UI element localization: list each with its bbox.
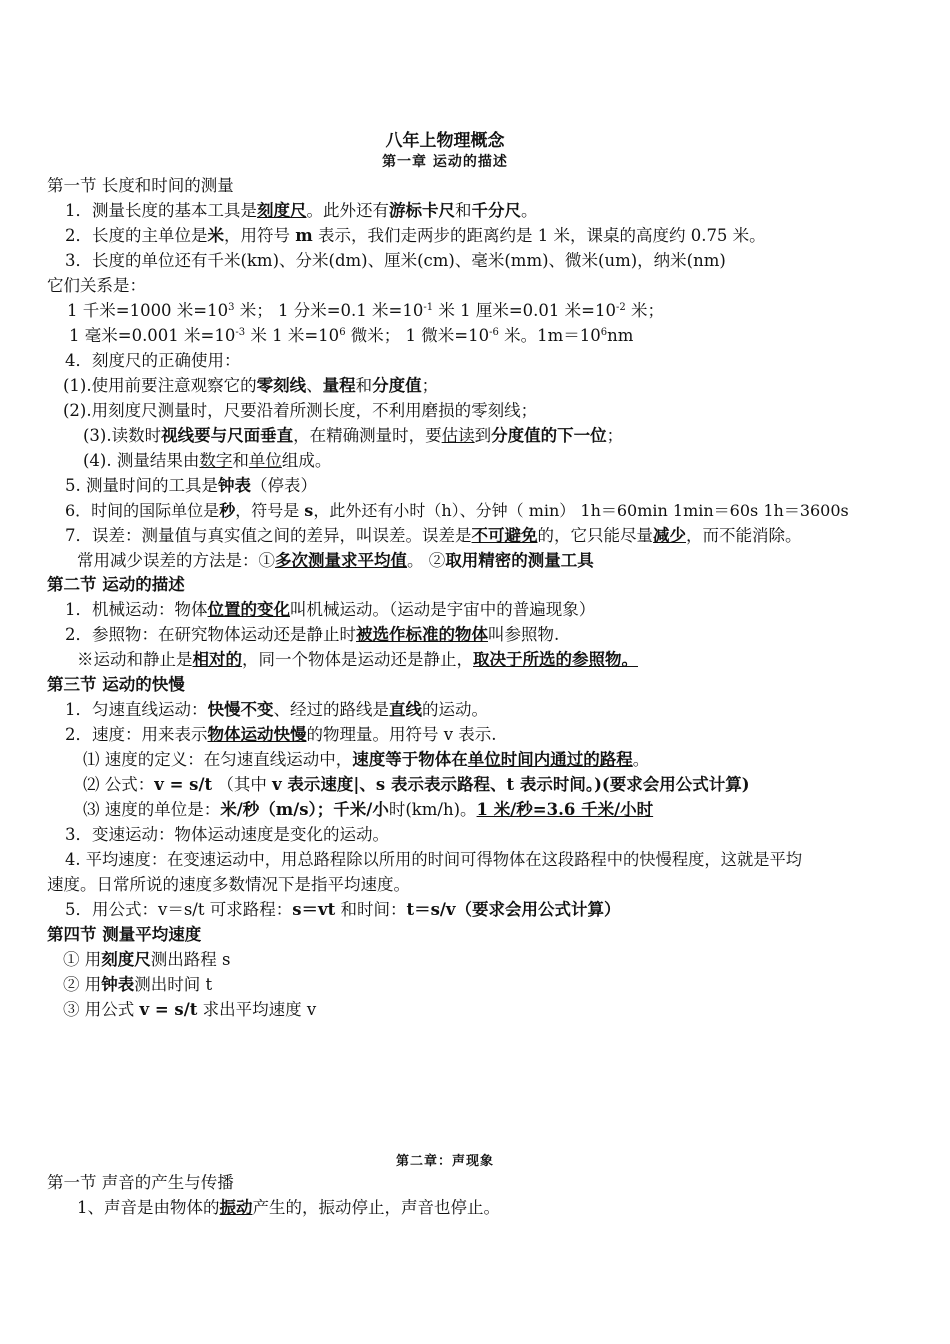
section-3-heading: 第三节 运动的快慢 [47,675,185,694]
text: 叫机械运动。（运动是宇宙中的普遍现象） [290,600,596,619]
speed-units [83,798,653,822]
s3-line-1 [65,698,488,722]
key-term: 米 [207,226,224,245]
text: ，在精确测量时，要 [293,426,442,445]
text: 叫参照物. [488,625,560,644]
s1-line-2 [65,224,766,248]
text: ⑵ 公式： [83,775,155,794]
s2-line-2 [65,623,559,647]
text: ③ 用公式 [63,1000,140,1019]
text: 的，它只能尽量 [537,526,653,545]
formula: v = s/t [139,1000,198,1019]
unit-relations-2 [69,324,633,348]
text: 、经过的路线是 [273,700,389,719]
s2-line-1 [65,598,595,622]
speed-formula [83,773,750,797]
s3-line-4: 4. 平均速度：在变速运动中，用总路程除以所用的时间可得物体在这段路程中的快慢程度，这就是平均 [65,850,803,869]
text: ⑴ 速度的定义：在匀速直线运动中， [83,750,353,769]
text: 7．误差：测量值与真实值之间的差异，叫误差。误差是 [65,526,472,545]
text: ，而不能消除。 [686,526,802,545]
text: ，符号是 [235,501,305,520]
text: 1 毫米=0.001 米=10 [69,326,236,345]
key-term: 米/秒（m/s）；千米/小 [220,800,389,819]
text: 5. 测量时间的工具是 [65,476,218,495]
text: 米； 1 分米=0.1 米=10 [234,301,424,320]
s1-line-6 [65,474,317,498]
text: (4). 测量结果由 [83,451,200,470]
text: ① 用 [63,950,102,969]
key-term: 量程 [322,376,356,395]
text: nm [607,326,634,345]
text: ； [606,426,624,445]
key-term: 游标卡尺 [389,201,455,220]
text: ，同一个物体是运动还是静止， [242,650,473,669]
text: 1 千米=1000 米=10 [67,301,229,320]
text: 的运动。 [422,700,488,719]
ruler-point-3 [83,424,623,448]
key-term: 取用精密的测量工具 [445,551,594,570]
chapter-2-section-1-heading: 第一节 声音的产生与传播 [47,1173,234,1192]
exponent: -6 [489,327,499,338]
text: 测出时间 t [134,975,213,994]
s3-line-6 [65,898,621,922]
exponent: 6 [600,327,608,338]
key-term: 数字 [199,451,233,470]
exponent: -2 [616,302,626,313]
text: 到 [474,426,492,445]
ruler-point-4 [83,449,331,473]
exponent: -1 [423,302,434,313]
text: 组成。 [281,451,332,470]
text: (3).读数时 [83,426,162,445]
s1-line-4: 它们关系是： [47,276,146,295]
text: 求出平均速度 v [197,1000,317,1019]
text: ⑶ 速度的单位是： [83,800,221,819]
key-term: 单位时间内通过的路程 [467,750,633,769]
text: 1．测量长度的基本工具是 [65,201,257,220]
text: 的物理量。用符号 v 表示. [306,725,497,744]
text: 1．机械运动：物体 [65,600,208,619]
s1-line-3: 3．长度的单位还有千米(km)、分米(dm)、厘米(cm)、毫米(mm)、微米(um)，纳米(nm) [65,251,726,270]
text: 2．长度的主单位是 [65,226,208,245]
key-term: 被选作标准的物体 [356,625,488,644]
text: 米 1 厘米=0.01 米=10 [433,301,616,320]
key-term: 分度值的下一位 [491,426,607,445]
s3-line-5: 速度。日常所说的速度多数情况下是指平均速度。 [47,875,410,894]
s1-line-1 [65,199,538,223]
formula: v = s/t [154,775,213,794]
s1-line-5: 4．刻度尺的正确使用： [65,351,241,370]
key-term: 振动 [219,1198,253,1217]
key-term: 不可避免 [471,526,538,545]
text: 2．参照物：在研究物体运动还是静止时 [65,625,356,644]
text: 和 [455,201,472,220]
text: ② 用 [63,975,102,994]
text: 和 [232,451,249,470]
step-1 [63,948,230,972]
exponent: 3 [228,302,235,313]
speed-definition [83,748,649,772]
key-term: 零刻线 [256,376,307,395]
text: （其中 [212,775,273,794]
unit-relations-1 [67,299,664,323]
text: 和时间： [335,900,407,919]
text: ，用符号 [224,226,296,245]
ruler-point-1 [63,374,438,398]
formula: t＝s/v（要求会用公式计算） [406,900,621,919]
s1-line-9 [77,549,594,573]
chapter-1-title: 第一章 运动的描述 [382,154,508,170]
key-term: 直线 [389,700,422,719]
key-term: 减少 [653,526,686,545]
text: 微米； 1 微米=10 [345,326,490,345]
text: 时(km/h)。 [388,800,477,819]
text: 。此外还有 [306,201,389,220]
text: 。 [521,201,538,220]
document-title: 八年上物理概念 [385,131,505,151]
text: 测出路程 s [150,950,231,969]
text: 6．时间的国际单位是 [65,501,220,520]
key-term: 分度值 [372,376,422,395]
key-term: 快慢不变 [207,700,274,719]
section-1-heading: 第一节 长度和时间的测量 [47,176,234,195]
section-2-heading: 第二节 运动的描述 [47,575,185,594]
key-term: 刻度尺 [101,950,151,969]
key-term: 多次测量求平均值 [275,551,407,570]
text: 5．用公式：v＝s/t 可求路程： [65,900,293,919]
text: 表示，我们走两步的距离约是 1 米，课桌的高度约 0.75 米。 [312,226,766,245]
text: 1．匀速直线运动： [65,700,208,719]
key-term: 视线要与尺面垂直 [161,426,294,445]
text: 。 [632,750,650,769]
step-3 [63,998,316,1022]
key-term: 1 米/秒=3.6 千米/小时 [476,800,654,819]
text: 和 [355,376,373,395]
key-term: 刻度尺 [257,201,307,220]
text: 2．速度：用来表示 [65,725,208,744]
text: ； [421,376,439,395]
key-term: 秒 [219,501,236,520]
key-term: m [295,226,313,245]
key-term: 单位 [248,451,282,470]
text: 常用减少误差的方法是：① [77,551,275,570]
text: 。 ② [407,551,446,570]
text: 、 [306,376,323,395]
text: 米。1m＝10 [498,326,601,345]
text: 米； [625,301,664,320]
s1-line-8 [65,524,802,548]
text: 1、声音是由物体的 [77,1198,220,1217]
c2-line-1 [77,1196,500,1220]
s3-line-3: 3．变速运动：物体运动速度是变化的运动。 [65,825,389,844]
text: (1).使用前要注意观察它的 [63,376,257,395]
key-term: 千分尺 [471,201,521,220]
key-term: 钟表 [218,476,251,495]
key-term: s [304,501,314,520]
section-4-heading: 第四节 测量平均速度 [47,925,202,944]
ruler-point-2: (2).用刻度尺测量时，尺要沿着所测长度，不利用磨损的零刻线； [63,401,538,420]
s3-line-2 [65,723,497,747]
key-term: 相对的 [192,650,242,669]
text: （停表） [251,476,317,495]
chapter-2-title: 第二章：声现象 [395,1154,494,1169]
text: 产生的，振动停止，声音也停止。 [252,1198,500,1217]
formula: s＝vt [292,900,336,919]
key-term: 速度等于物体在 [352,750,468,769]
key-term: 估读 [441,426,475,445]
exponent: 6 [339,327,346,338]
text: 米 1 米=10 [245,326,340,345]
key-term: 物体运动快慢 [207,725,307,744]
text: ※运动和静止是 [77,650,193,669]
exponent: -3 [235,327,246,338]
s2-line-3 [77,648,638,672]
key-term: v 表示速度|、s 表示表示路程、t 表示时间。)(要求会用公式计算) [272,775,750,794]
key-term: 钟表 [101,975,135,994]
s1-line-7 [65,499,849,523]
step-2 [63,973,212,997]
key-term: 位置的变化 [207,600,290,619]
text: ，此外还有小时（h）、分钟（ min） 1h＝60min 1min＝60s 1h＝3600s [313,501,849,520]
key-term: 取决于所选的参照物。 [473,650,638,669]
